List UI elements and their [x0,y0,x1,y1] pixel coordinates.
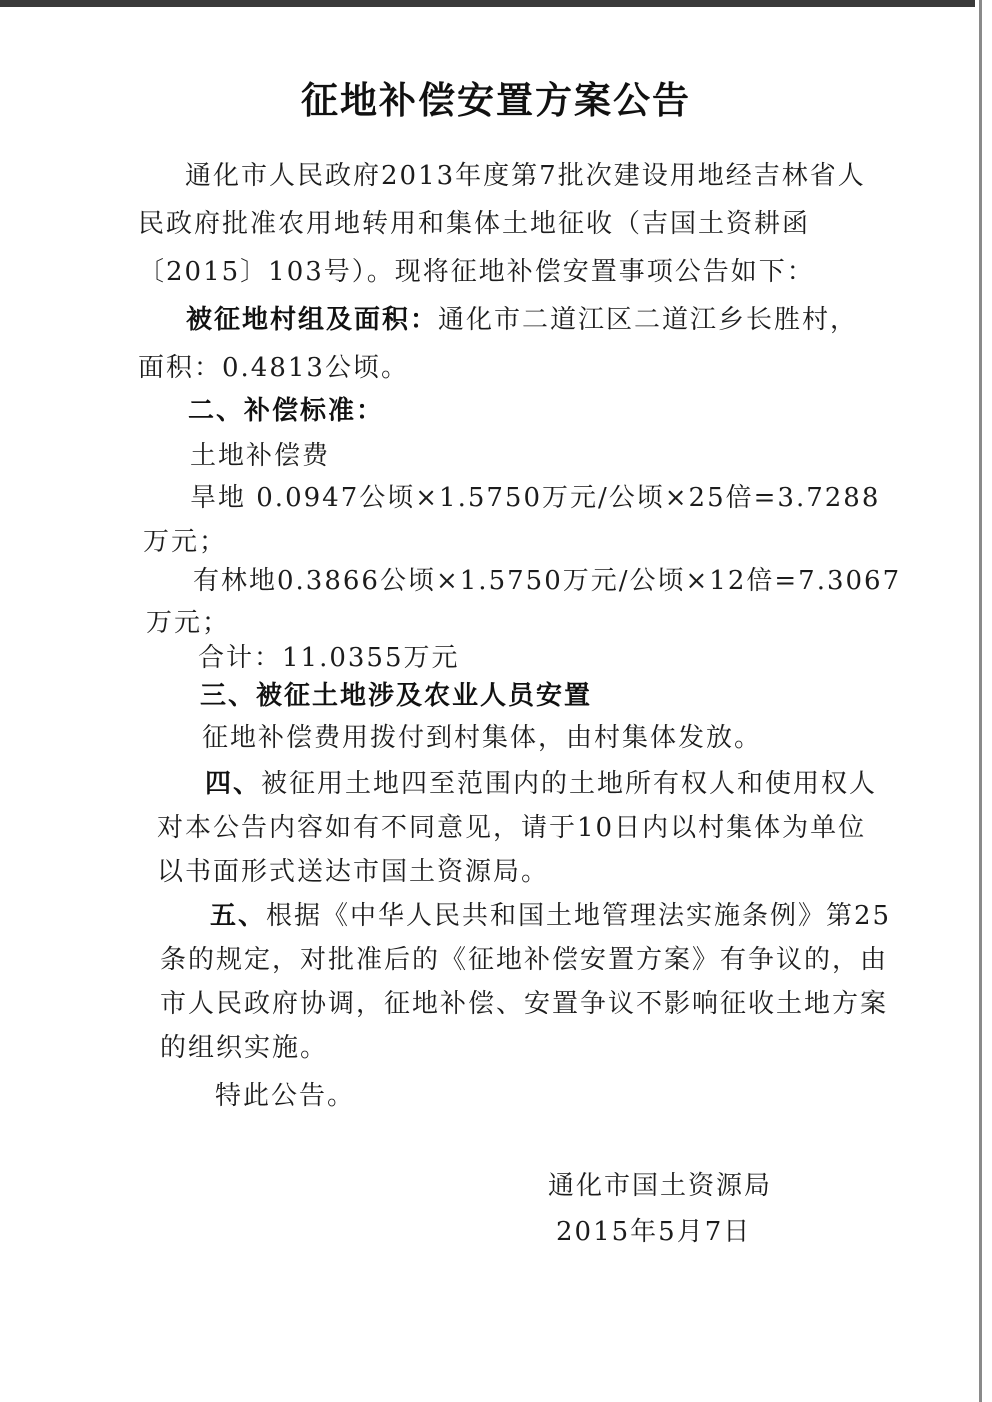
section3-text: 征地补偿费用拨付到村集体，由村集体发放。 [202,723,763,753]
intro-line-1: 通化市人民政府2013年度第7批次建设用地经吉林省人 [185,161,866,191]
forest-land-line-2: 万元； [146,608,231,638]
issue-date: 2015年5月7日 [556,1217,752,1247]
section5-line-2: 条的规定，对批准后的《征地补偿安置方案》有争议的，由 [160,945,889,975]
scan-top-edge [0,0,975,7]
total-line: 合计：11.0355万元 [198,643,460,673]
section5-label: 五、 [210,901,267,931]
section5-line-1 [210,900,891,932]
section4-line-2: 对本公告内容如有不同意见，请于10日内以村集体为单位 [157,813,867,843]
section1-text: 通化市二道江区二道江乡长胜村， [438,305,859,335]
section5-line-3: 市人民政府协调，征地补偿、安置争议不影响征收土地方案 [160,989,889,1019]
section1-line [186,304,858,336]
dry-land-line-1: 旱地 0.0947公顷×1.5750万元/公顷×25倍=3.7288 [190,483,881,513]
section5-line-4: 的组织实施。 [160,1033,329,1063]
intro-line-2: 民政府批准农用地转用和集体土地征收（吉国土资耕函 [138,209,811,239]
section3-heading: 三、被征土地涉及农业人员安置 [200,681,593,711]
section4-line-1 [205,768,877,800]
section4-text-1: 被征用土地四至范围内的土地所有权人和使用权人 [261,769,878,799]
scan-right-edge [979,0,982,1402]
section1-label: 被征地村组及面积： [186,305,439,335]
section5-text-1: 根据《中华人民共和国土地管理法实施条例》第25 [266,901,892,931]
section2-heading: 二、补偿标准： [188,396,385,426]
section4-label: 四、 [205,769,262,799]
dry-land-line-2: 万元； [143,527,228,557]
issuer-name: 通化市国土资源局 [548,1171,773,1201]
closing-text: 特此公告。 [215,1081,356,1111]
intro-line-3: 〔2015〕103号）。现将征地补偿安置事项公告如下： [138,257,815,287]
section1-area: 面积：0.4813公顷。 [138,353,409,383]
document-title: 征地补偿安置方案公告 [301,79,691,122]
section4-line-3: 以书面形式送达市国土资源局。 [157,857,550,887]
section2-subheading: 土地补偿费 [190,441,331,471]
forest-land-line-1: 有林地0.3866公顷×1.5750万元/公顷×12倍=7.3067 [193,566,902,596]
